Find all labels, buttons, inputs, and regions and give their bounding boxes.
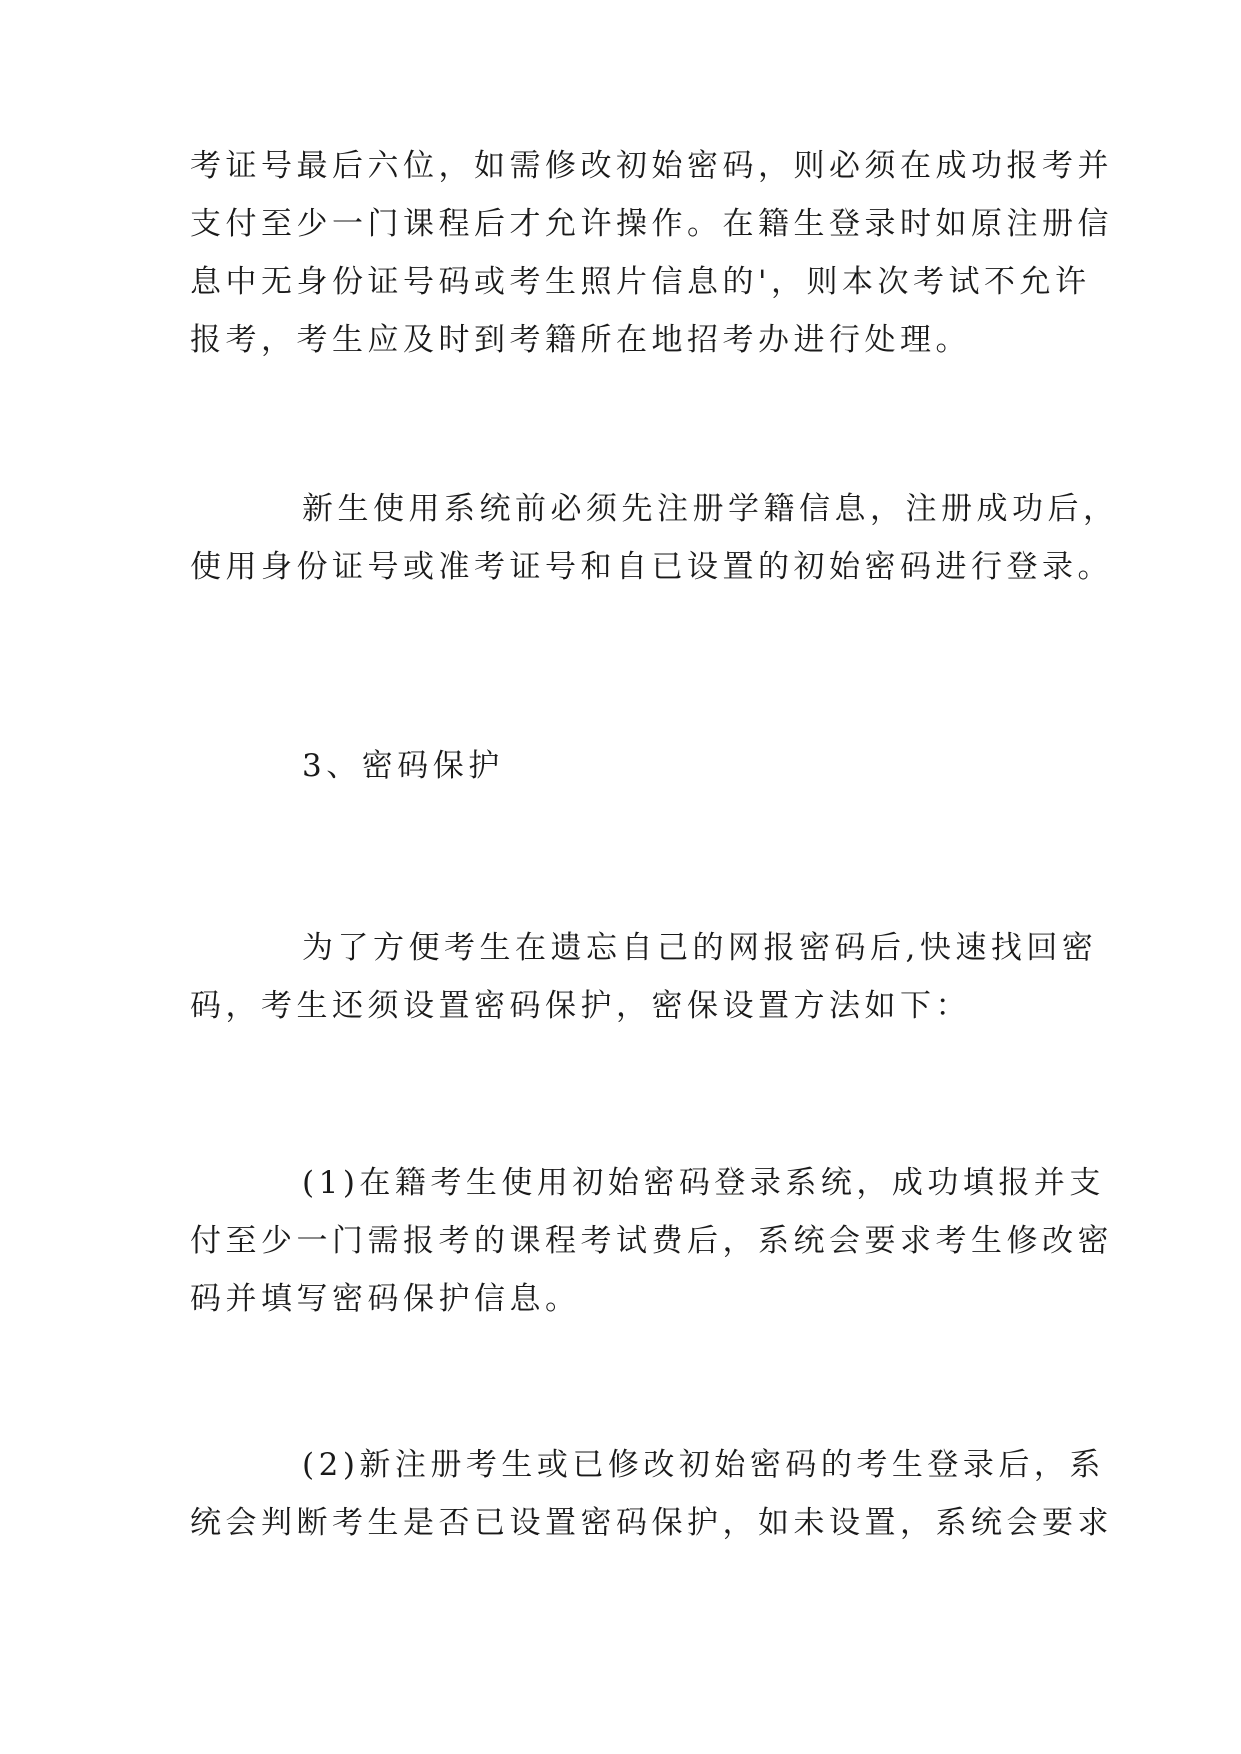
text-line: 码，考生还须设置密码保护，密保设置方法如下： — [190, 988, 971, 1024]
text-line: 码并填写密码保护信息。 — [190, 1281, 581, 1317]
paragraph-password-note — [190, 137, 1113, 369]
text-line: 付至少一门需报考的课程考试费后，系统会要求考生修改密 — [190, 1223, 1113, 1259]
text-line: 息中无身份证号码或考生照片信息的'，则本次考试不允许 — [190, 264, 1091, 300]
text-line: 报考，考生应及时到考籍所在地招考办进行处理。 — [190, 322, 971, 358]
text-line: 3、密码保护 — [302, 748, 504, 784]
paragraph-step-2 — [190, 1436, 1113, 1552]
text-line: (2)新注册考生或已修改初始密码的考生登录后，系 — [302, 1447, 1105, 1483]
section-heading-password-protection — [190, 737, 1070, 795]
paragraph-new-student-registration — [190, 480, 1119, 596]
text-line: (1)在籍考生使用初始密码登录系统，成功填报并支 — [302, 1165, 1105, 1201]
text-line: 考证号最后六位，如需修改初始密码，则必须在成功报考并 — [190, 148, 1113, 184]
text-line: 使用身份证号或准考证号和自已设置的初始密码进行登录。 — [190, 549, 1113, 585]
text-line: 新生使用系统前必须先注册学籍信息，注册成功后， — [302, 491, 1119, 527]
text-line: 为了方便考生在遗忘自己的网报密码后,快速找回密 — [302, 930, 1098, 966]
text-line: 支付至少一门课程后才允许操作。在籍生登录时如原注册信 — [190, 206, 1113, 242]
paragraph-step-1 — [190, 1154, 1113, 1328]
paragraph-password-protection-intro — [190, 919, 1098, 1035]
text-line: 统会判断考生是否已设置密码保护，如未设置，系统会要求 — [190, 1505, 1113, 1541]
